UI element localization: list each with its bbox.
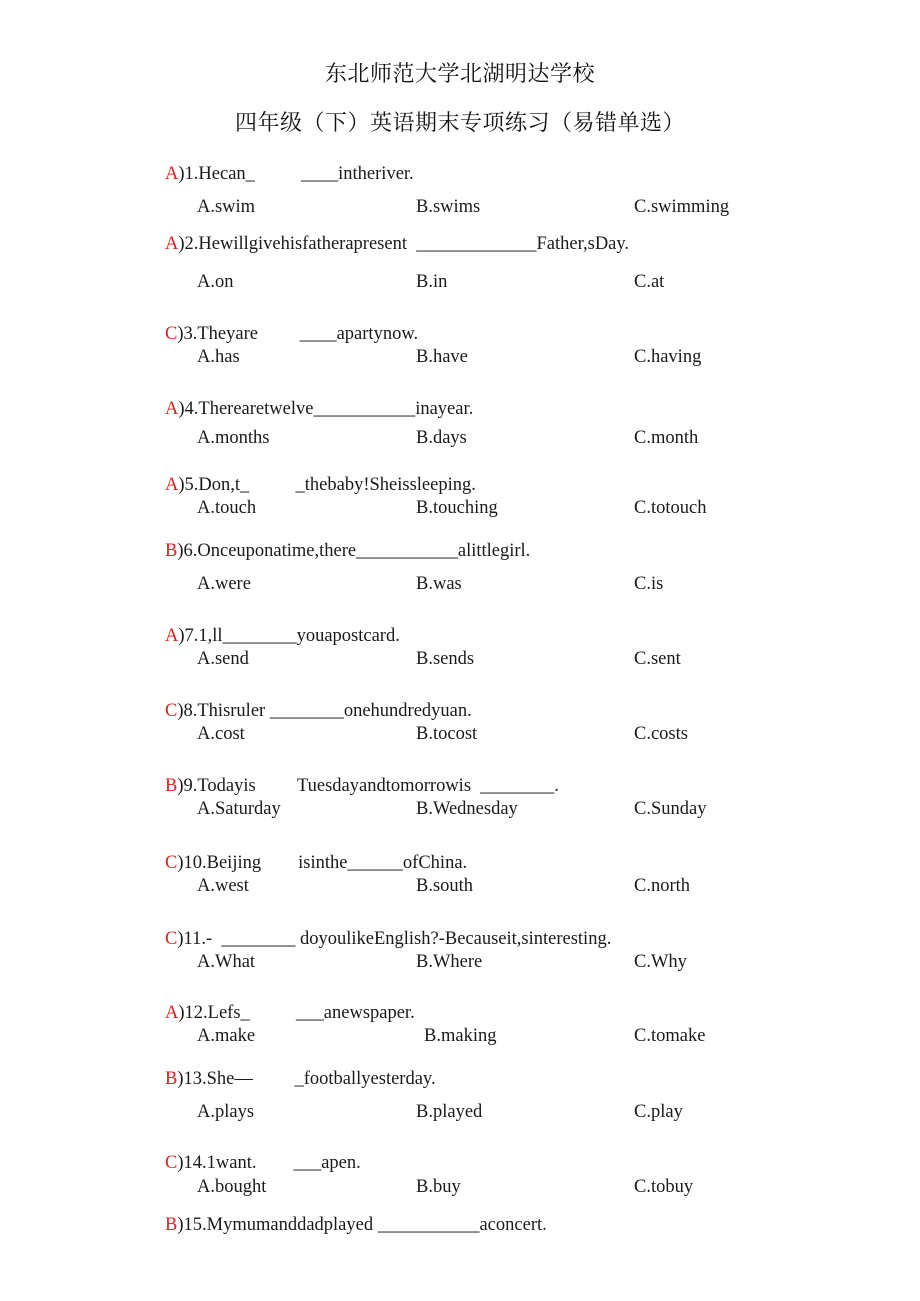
question-2 xyxy=(165,234,629,255)
question-12 xyxy=(165,1003,415,1024)
option-b: B.in xyxy=(416,272,448,292)
option-c: C.swimming xyxy=(634,197,730,217)
question-11 xyxy=(165,929,611,950)
question-text: )15.Mymumanddadplayed ___________aconcert. xyxy=(177,1215,547,1235)
question-15 xyxy=(165,1215,547,1236)
option-c: C.play xyxy=(634,1102,683,1122)
question-text: )3.Theyare ____apartynow. xyxy=(177,324,419,344)
answer-letter: A xyxy=(165,399,179,419)
question-4 xyxy=(165,399,473,420)
question-5 xyxy=(165,475,476,496)
question-1 xyxy=(165,164,414,185)
option-b: B.played xyxy=(416,1102,483,1122)
answer-letter: C xyxy=(165,929,178,949)
option-c: C.costs xyxy=(634,724,688,744)
answer-letter: A xyxy=(165,164,179,184)
option-c: C.totouch xyxy=(634,498,707,518)
option-b: B.was xyxy=(416,574,462,594)
option-a: A.make xyxy=(197,1026,256,1046)
answer-letter: C xyxy=(165,853,178,873)
option-a: A.west xyxy=(197,876,249,896)
option-a: A.bought xyxy=(197,1177,267,1197)
option-b: B.swims xyxy=(416,197,481,217)
answer-letter: B xyxy=(165,776,178,796)
option-b: B.touching xyxy=(416,498,498,518)
answer-letter: C xyxy=(165,1153,178,1173)
question-text: )1.Hecan_ ____intheriver. xyxy=(178,164,414,184)
question-14 xyxy=(165,1153,361,1174)
school-title: 东北师范大学北湖明达学校 xyxy=(324,62,595,87)
option-a: A.touch xyxy=(197,498,257,518)
answer-letter: C xyxy=(165,324,178,344)
option-b: B.buy xyxy=(416,1177,461,1197)
option-c: C.Sunday xyxy=(634,799,707,819)
option-b: B.days xyxy=(416,428,467,448)
option-c: C.north xyxy=(634,876,691,896)
option-b: B.Where xyxy=(416,952,483,972)
question-13 xyxy=(165,1069,436,1090)
option-a: A.cost xyxy=(197,724,245,744)
answer-letter: A xyxy=(165,475,179,495)
option-c: C.having xyxy=(634,347,702,367)
option-c: C.month xyxy=(634,428,699,448)
option-a: A.were xyxy=(197,574,251,594)
question-10 xyxy=(165,853,467,874)
option-b: B.Wednesday xyxy=(416,799,518,819)
answer-letter: B xyxy=(165,541,178,561)
question-text: )8.Thisruler ________onehundredyuan. xyxy=(177,701,472,721)
answer-letter: A xyxy=(165,1003,179,1023)
question-text: )2.Hewillgivehisfatherapresent _____________Father,sDay. xyxy=(178,234,630,254)
question-text: )4.Therearetwelve___________inayear. xyxy=(178,399,474,419)
option-a: A.on xyxy=(197,272,234,292)
option-a: A.send xyxy=(197,649,249,669)
option-b: B.making xyxy=(424,1026,497,1046)
question-6 xyxy=(165,541,530,562)
question-text: )10.Beijing isinthe______ofChina. xyxy=(177,853,468,873)
question-text: )12.Lefs_ ___anewspaper. xyxy=(178,1003,415,1023)
question-text: )6.Onceuponatime,there___________alittlegirl. xyxy=(177,541,531,561)
question-text: )11.- ________ doyoulikeEnglish?-Becauseit,sinteresting. xyxy=(177,929,612,949)
option-c: C.tomake xyxy=(634,1026,706,1046)
option-a: A.Saturday xyxy=(197,799,281,819)
option-a: A.plays xyxy=(197,1102,255,1122)
option-c: C.tobuy xyxy=(634,1177,694,1197)
question-text: )5.Don,t_ _thebaby!Sheissleeping. xyxy=(178,475,476,495)
option-a: A.What xyxy=(197,952,256,972)
option-b: B.south xyxy=(416,876,474,896)
option-c: C.sent xyxy=(634,649,681,669)
option-c: C.Why xyxy=(634,952,687,972)
question-text: )14.1want. ___apen. xyxy=(177,1153,361,1173)
option-b: B.have xyxy=(416,347,468,367)
option-a: A.months xyxy=(197,428,270,448)
answer-letter: A xyxy=(165,626,179,646)
answer-letter: A xyxy=(165,234,179,254)
option-a: A.swim xyxy=(197,197,256,217)
answer-letter: C xyxy=(165,701,178,721)
question-3 xyxy=(165,324,418,345)
question-7 xyxy=(165,626,400,647)
option-c: C.is xyxy=(634,574,664,594)
worksheet-subtitle: 四年级（下）英语期末专项练习（易错单选） xyxy=(234,111,685,136)
question-9 xyxy=(165,776,559,797)
answer-letter: B xyxy=(165,1215,178,1235)
option-b: B.tocost xyxy=(416,724,478,744)
question-text: )7.1,ll________youapostcard. xyxy=(178,626,400,646)
answer-letter: B xyxy=(165,1069,178,1089)
question-text: )9.Todayis Tuesdayandtomorrowis ________. xyxy=(177,776,559,796)
option-c: C.at xyxy=(634,272,665,292)
question-text: )13.She— _footballyesterday. xyxy=(177,1069,436,1089)
option-a: A.has xyxy=(197,347,240,367)
option-b: B.sends xyxy=(416,649,475,669)
question-8 xyxy=(165,701,472,722)
